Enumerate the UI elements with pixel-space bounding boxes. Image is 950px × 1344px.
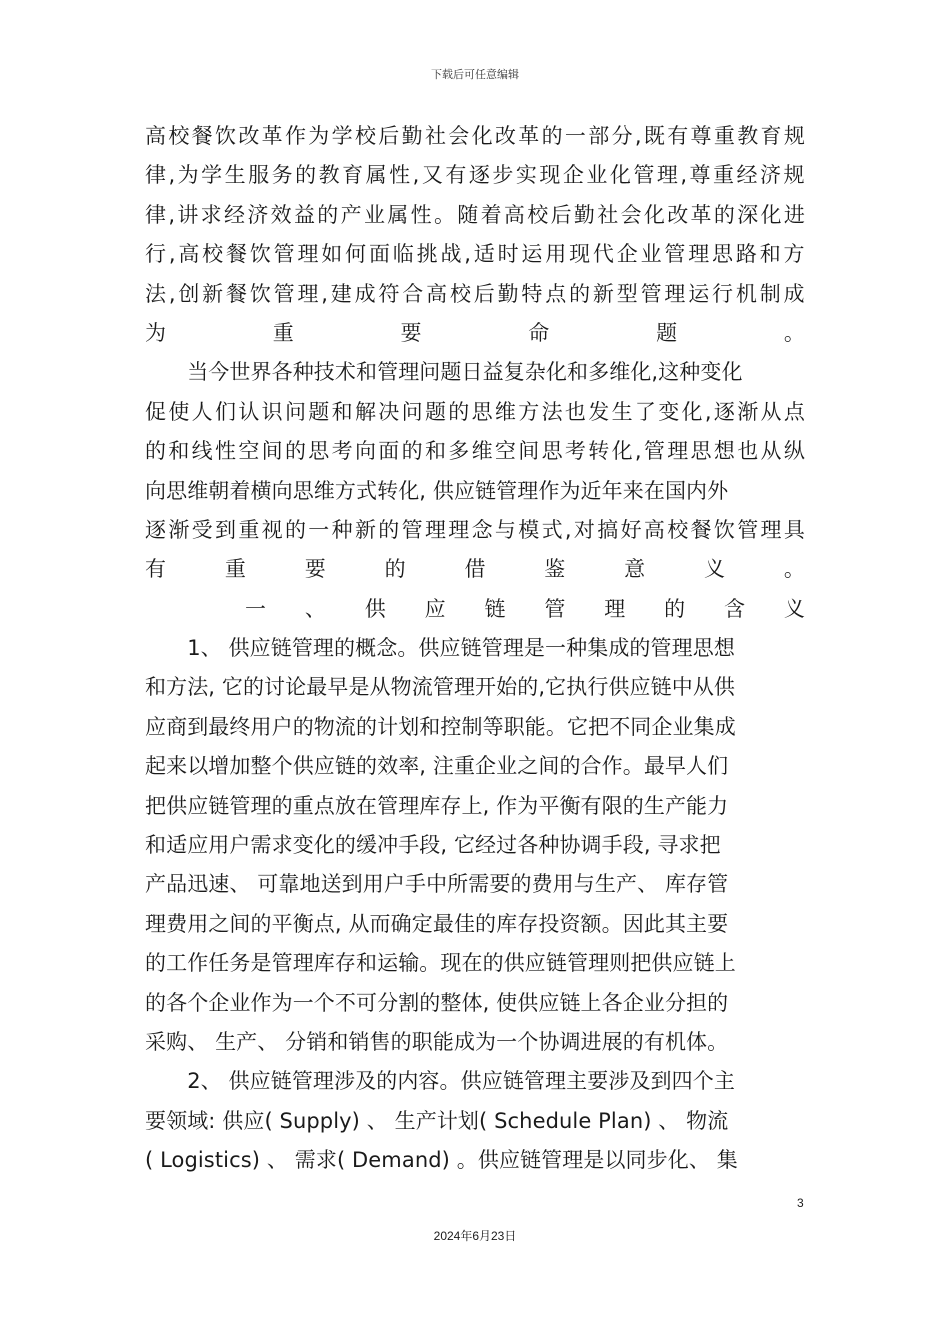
char: 重 [224,557,246,582]
char: 一 [564,124,587,148]
char: 餐 [225,242,248,267]
char: 属 [387,202,409,227]
text-line [145,432,805,471]
char: 属 [365,163,387,188]
char: 改 [494,124,517,148]
char: 重 [713,124,735,148]
char: 运 [688,281,710,306]
char: 多 [448,439,470,464]
char: 渐 [168,517,190,542]
char: 重 [272,320,294,345]
char: 部 [588,124,610,148]
char: 革 [261,124,283,148]
text-line [145,196,805,235]
char: , [412,163,420,188]
char: 逐 [468,163,490,188]
char: 管 [643,439,665,464]
char: , [680,163,688,188]
char: 问 [401,399,423,424]
char: 也 [737,439,759,464]
char: 认 [238,399,260,424]
char: 社 [597,202,619,227]
text-line [145,156,805,195]
char: 经 [736,163,758,188]
char: 方 [518,399,540,424]
char: 学 [331,124,353,148]
text-line: 的各个企业作为一个不可分割的整体, 使供应链上各企业分担的 [145,990,729,1015]
char: 的 [317,202,339,227]
char: 也 [564,399,587,424]
char: 求 [200,202,222,227]
char: 视 [261,517,283,542]
char: 法 [541,399,563,424]
char: 又 [421,163,443,188]
text-line [145,393,805,432]
char: 运 [521,242,543,267]
char: 作 [284,124,307,148]
char: 变 [658,399,680,424]
char: , [168,202,176,227]
char: 济 [760,163,782,188]
char: 逐 [713,399,735,424]
char: 的 [664,596,686,621]
char: 解 [354,399,377,424]
char: 步 [492,163,514,188]
char: 促 [145,399,167,424]
char: 新 [592,281,615,306]
char: 思 [541,439,563,464]
char: 维 [471,439,493,464]
text-line: 2、 供应链管理涉及的内容。供应链管理主要涉及到四个主 [145,1069,735,1094]
char: 进 [783,202,805,227]
char: 饮 [214,124,237,148]
char: 益 [293,202,316,227]
char: 实 [515,163,537,188]
char: 企 [562,163,584,188]
text-line: 和方法, 它的讨论最早是从物流管理开始的,它执行供应链中从供 [145,675,736,700]
char: 管 [664,242,686,267]
char: 革 [518,124,540,148]
char: 有 [667,124,689,148]
char: 何 [345,242,367,267]
char: 讲 [177,202,199,227]
char: 和 [424,439,447,464]
char: 既 [643,124,665,148]
char: 后 [550,202,572,227]
char: 规 [783,163,805,188]
char: 的 [713,202,735,227]
char: 性 [389,163,411,188]
char: 性 [410,202,432,227]
char: 的 [284,517,307,542]
text-line: 应商到最终用户的物流的计划和控制等职能。它把不同企业集成 [145,714,736,739]
char: 生 [611,399,633,424]
char: 管 [273,281,295,306]
char: 管 [633,163,655,188]
char: 合 [402,281,424,306]
char: 的 [295,163,317,188]
char: 了 [634,399,656,424]
text-line [145,235,805,274]
char: 借 [464,557,486,582]
char: 理 [688,242,710,267]
text-line: 理费用之间的平衡点, 从而确定最佳的库存投资额。因此其主要 [145,911,729,936]
page-number: 3 [797,1196,804,1210]
char: 要 [304,557,326,582]
char: 为 [177,163,199,188]
char: 路 [735,242,757,267]
char: 一 [308,517,330,542]
char: 纵 [783,439,805,464]
char: 教 [737,124,759,148]
char: 企 [616,242,638,267]
char: , [634,439,642,464]
char: 符 [378,281,400,306]
char: 命 [528,320,550,345]
char: 。 [783,557,805,582]
char: 具 [783,517,805,542]
char: 决 [378,399,400,424]
char: 代 [592,242,615,267]
char: , [321,281,329,306]
char: 制 [759,281,781,306]
char: 革 [690,202,712,227]
char: 律 [145,202,167,227]
char: 链 [484,596,506,621]
char: 建 [330,281,352,306]
char: 式 [541,517,563,542]
char: 尊 [689,163,711,188]
char: 临 [392,242,414,267]
char: 后 [378,124,400,148]
char: 适 [473,242,495,267]
char: 勤 [497,281,519,306]
char: 面 [378,439,400,464]
char: 为 [308,124,330,148]
char: 问 [284,399,307,424]
text-line: ( Logistics) 、 需求( Demand) 。供应链管理是以同步化、 集 [145,1148,738,1173]
char: 题 [656,320,678,345]
char: 济 [247,202,269,227]
text-line: 产品迅速、 可靠地送到用户手中所需要的费用与生产、 库存管 [145,872,729,897]
char: 的 [569,281,591,306]
char: 的 [145,439,167,464]
char: 的 [541,124,563,148]
char: 时 [497,242,519,267]
char: 如 [321,242,343,267]
char: 到 [214,517,237,542]
char: 用 [545,242,567,267]
char: 管 [273,242,295,267]
char: 理 [297,242,319,267]
char: 高 [178,242,200,267]
char: 创 [178,281,200,306]
char: , [168,242,176,267]
char: 成 [783,281,805,306]
char: 成 [354,281,376,306]
char: 理 [656,163,678,188]
char: 随 [457,202,479,227]
char: 后 [473,281,495,306]
char: , [464,242,472,267]
char: 理 [667,439,689,464]
char: 题 [424,399,447,424]
char: 校 [449,281,472,306]
char: 理 [604,596,626,621]
char: 好 [620,517,642,542]
char: 管 [544,596,566,621]
char: , [564,517,572,542]
char: 间 [261,439,283,464]
char: 思 [712,242,734,267]
char: 有 [445,163,467,188]
char: 学 [201,163,223,188]
char: , [704,399,712,424]
char: 现 [569,242,591,267]
char: 管 [640,281,662,306]
char: 理 [664,281,686,306]
char: 化 [471,124,493,148]
char: 饮 [249,281,271,306]
char: 战 [440,242,462,267]
char: 有 [145,557,167,582]
char: 模 [518,517,540,542]
char: 种 [331,517,353,542]
text-line [145,550,805,589]
char: 型 [616,281,638,306]
char: 的 [448,399,470,424]
char: 、 [304,596,326,621]
char: 理 [448,517,470,542]
char: 转 [588,439,610,464]
char: 思 [308,439,330,464]
char: 和 [759,242,781,267]
text-line [145,511,805,550]
char: 新 [202,281,224,306]
char: 高 [426,281,448,306]
char: , [168,163,176,188]
text-line: 把供应链管理的重点放在管理库存上, 作为平衡有限的生产能力 [145,793,729,818]
char: 新 [354,517,377,542]
text-line: 1、 供应链管理的概念。供应链管理是一种集成的管理思想 [145,636,735,661]
char: 管 [401,517,423,542]
char: 餐 [690,517,712,542]
char: 含 [724,596,746,621]
char: 化 [760,202,782,227]
char: 行 [145,242,167,267]
char: 从 [760,439,782,464]
char: 对 [573,517,596,542]
text-line [145,275,805,314]
char: 饮 [249,242,271,267]
text-line: 当今世界各种技术和管理问题日益复杂化和多维化,这种变化 [145,360,743,385]
text-line: 起来以增加整个供应链的效率, 注重企业之间的合作。最早人们 [145,754,729,779]
char: 化 [611,439,633,464]
char: 逐 [145,517,167,542]
text-line: 采购、 生产、 分销和销售的职能成为一个协调进展的有机体。 [145,1029,729,1054]
char: 务 [271,163,293,188]
char: 意 [624,557,646,582]
footer-date: 2024年6月23日 [433,1229,517,1243]
char: 特 [521,281,543,306]
char: 校 [168,124,190,148]
char: , [168,281,176,306]
char: 的 [378,517,400,542]
text-line [145,117,805,156]
char: 餐 [191,124,213,148]
char: 机 [735,281,757,306]
char: 的 [284,439,307,464]
char: 和 [331,399,353,424]
char: 尊 [690,124,712,148]
char: 经 [223,202,246,227]
char: 的 [384,557,406,582]
char: 校 [202,242,224,267]
char: 渐 [737,399,759,424]
char: 改 [238,124,260,148]
char: 空 [238,439,260,464]
char: 向 [354,439,377,464]
char: 餐 [225,281,248,306]
char: , [634,124,642,148]
char: 行 [712,281,734,306]
char: 面 [368,242,391,267]
char: 重 [238,517,260,542]
text-line [145,314,805,353]
char: 业 [586,163,608,188]
char: 线 [191,439,213,464]
char: 发 [588,399,610,424]
char: 现 [539,163,561,188]
text-line: 和适应用户需求变化的缓冲手段, 它经过各种协调手段, 寻求把 [145,833,721,858]
char: 思 [690,439,712,464]
char: 育 [760,124,782,148]
char: 理 [760,517,782,542]
char: 高 [503,202,526,227]
char: 要 [400,320,422,345]
char: 空 [494,439,517,464]
char: 会 [620,202,642,227]
char: 。 [783,320,805,345]
char: 性 [214,439,237,464]
char: 供 [364,596,386,621]
char: 从 [760,399,782,424]
char: 育 [342,163,364,188]
char: 产 [340,202,362,227]
char: 义 [704,557,726,582]
char: 与 [494,517,517,542]
char: 服 [248,163,270,188]
char: 教 [318,163,340,188]
char: 勤 [401,124,423,148]
char: 方 [783,242,805,267]
document-body [145,117,805,1181]
char: 义 [783,596,805,621]
char: 化 [681,399,703,424]
char: 社 [424,124,447,148]
char: 生 [224,163,246,188]
char: 律 [145,163,167,188]
char: 理 [297,281,319,306]
char: 业 [363,202,386,227]
char: 受 [191,517,213,542]
text-line: 要领域: 供应( Supply) 、 生产计划( Schedule Plan) 、 物流 [145,1108,729,1133]
text-line: 向思维朝着横向思维方式转化, 供应链管理作为近年来在国内外 [145,478,729,503]
char: 间 [518,439,540,464]
char: 考 [564,439,587,464]
char: 管 [737,517,759,542]
char: 应 [424,596,446,621]
char: 校 [667,517,689,542]
char: 念 [471,517,493,542]
page-header: 下载后可任意编辑 [431,68,519,81]
char: 化 [643,202,665,227]
char: 思 [471,399,493,424]
char: 勤 [573,202,596,227]
char: 点 [783,399,805,424]
char: 理 [424,517,447,542]
char: 识 [261,399,283,424]
char: 题 [308,399,330,424]
char: 高 [643,517,665,542]
char: 维 [494,399,517,424]
char: 法 [145,281,167,306]
char: 高 [145,124,167,148]
char: 分 [611,124,633,148]
char: 校 [527,202,549,227]
text-line: 的工作任务是管理库存和运输。现在的供应链管理则把供应链上 [145,951,736,976]
char: 人 [191,399,213,424]
char: 着 [480,202,502,227]
char: 效 [270,202,292,227]
char: 校 [354,124,377,148]
char: 鉴 [544,557,566,582]
char: 重 [713,163,735,188]
char: 化 [609,163,631,188]
char: 想 [713,439,735,464]
char: 会 [448,124,470,148]
char: 为 [145,320,167,345]
char: 挑 [416,242,438,267]
char: 改 [667,202,689,227]
char: 点 [545,281,567,306]
char: 。 [433,202,456,227]
char: 深 [737,202,759,227]
char: 规 [783,124,805,148]
char: 使 [168,399,190,424]
char: 业 [640,242,662,267]
section-heading [145,590,805,629]
char: 一 [245,596,267,621]
char: 和 [168,439,190,464]
char: 们 [214,399,237,424]
char: 搞 [597,517,619,542]
char: 的 [401,439,423,464]
char: 饮 [713,517,735,542]
char: 考 [331,439,353,464]
